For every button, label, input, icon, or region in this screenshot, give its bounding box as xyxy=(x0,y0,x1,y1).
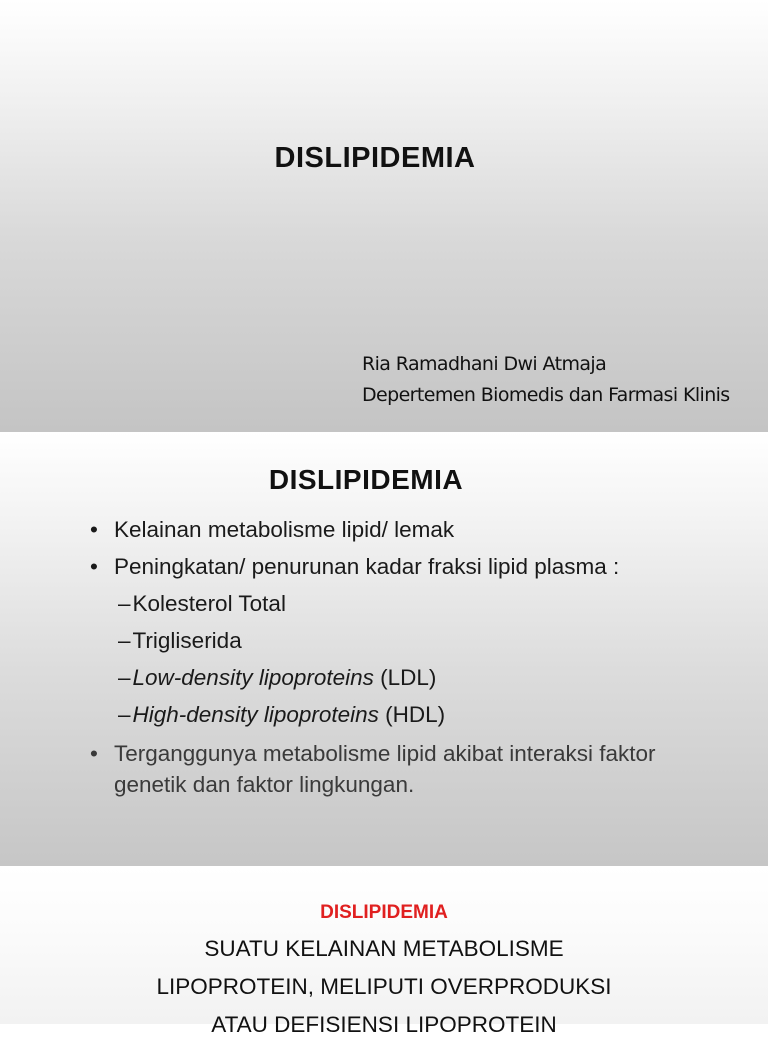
bullet-marker: • xyxy=(90,554,98,579)
sub-item xyxy=(118,665,436,691)
sub-marker: – xyxy=(118,591,131,616)
bullet-item xyxy=(90,517,454,543)
sub-text: Trigliserida xyxy=(132,628,242,653)
sub-item xyxy=(118,628,242,654)
bullet-marker: • xyxy=(90,517,98,542)
bullet-text: Terganggunya metabolisme lipid akibat interaksi faktor genetik dan faktor lingkungan. xyxy=(114,741,656,797)
slide-3-title: DISLIPIDEMIA xyxy=(320,902,448,923)
sub-marker: – xyxy=(118,628,131,653)
definition-line: SUATU KELAINAN METABOLISME xyxy=(204,936,564,961)
definition-line: LIPOPROTEIN, MELIPUTI OVERPRODUKSI xyxy=(156,974,612,999)
sub-text-italic: High-density lipoproteins xyxy=(132,702,379,727)
sub-marker: – xyxy=(118,665,131,690)
sub-text-italic: Low-density lipoproteins xyxy=(132,665,374,690)
slide-2-title: DISLIPIDEMIA xyxy=(268,464,464,495)
bullet-marker: • xyxy=(90,741,98,766)
author-block xyxy=(362,349,730,411)
bullet-text: Kelainan metabolisme lipid/ lemak xyxy=(114,517,455,542)
bullet-item xyxy=(90,554,619,580)
sub-text: Kolesterol Total xyxy=(132,591,286,616)
bullet-item xyxy=(90,738,710,800)
sub-text-suffix: (HDL) xyxy=(378,702,446,727)
slide-title xyxy=(0,0,768,432)
bullet-text: Peningkatan/ penurunan kadar fraksi lipid plasma : xyxy=(114,554,620,579)
definition-line: ATAU DEFISIENSI LIPOPROTEIN xyxy=(211,1012,557,1037)
slide-definition xyxy=(0,866,768,1037)
sub-marker: – xyxy=(118,702,131,727)
slide-definition-list xyxy=(0,432,768,866)
author-department: Depertemen Biomedis dan Farmasi Klinis xyxy=(362,384,730,406)
sub-item xyxy=(118,591,286,617)
slide-1-title: DISLIPIDEMIA xyxy=(274,142,476,174)
author-name: Ria Ramadhani Dwi Atmaja xyxy=(362,353,607,375)
sub-text-suffix: (LDL) xyxy=(373,665,437,690)
sub-item xyxy=(118,702,445,728)
